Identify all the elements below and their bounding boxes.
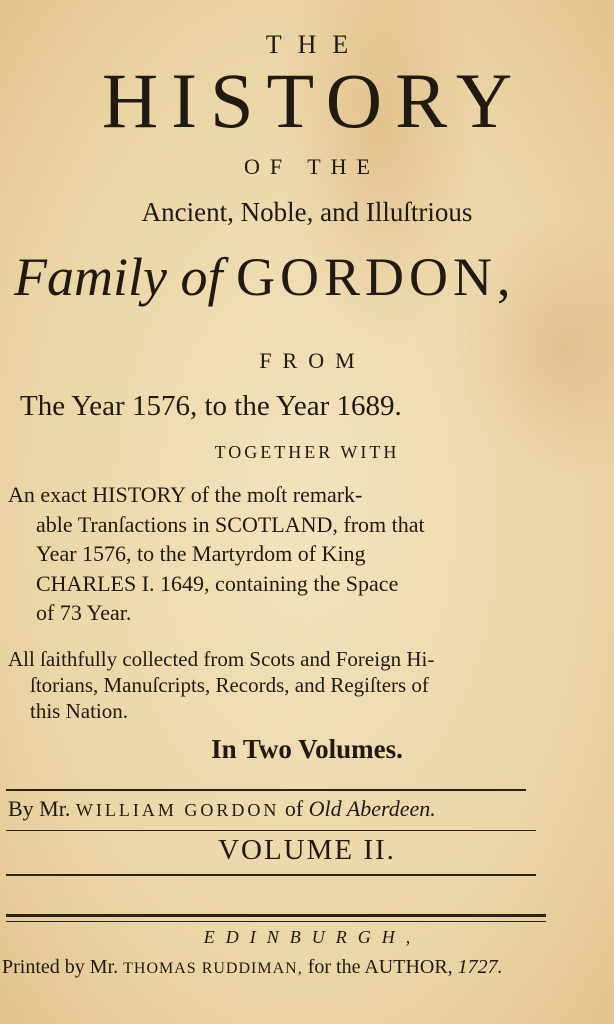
imprint-printer-prefix: Printed by Mr.: [2, 956, 119, 978]
title-the: THE: [265, 30, 365, 59]
title-ancient-noble: Ancient, Noble, and Illuſtrious: [141, 197, 473, 227]
title-family-line: [14, 247, 516, 307]
imprint-year: 1727.: [457, 956, 503, 978]
sources-line: ſtorians, Manuſcripts, Records, and Regiſters of: [30, 673, 429, 697]
title-gordon: GORDON,: [235, 247, 516, 307]
divider-rule: [6, 874, 536, 876]
description-line: able Tranſactions in SCOTLAND, from that: [36, 511, 425, 537]
imprint-city: EDINBURGH,: [203, 927, 422, 947]
sources-line: All ſaithfully collected from Scots and Foreign Hi-: [8, 647, 435, 671]
byline-prefix: By Mr.: [8, 796, 71, 821]
title-from: FROM: [259, 348, 366, 373]
title-years: The Year 1576, to the Year 1689.: [20, 390, 402, 422]
imprint-line: [2, 956, 503, 979]
byline-place: Old Aberdeen.: [308, 796, 436, 821]
sources-line: this Nation.: [30, 699, 128, 723]
sources-paragraph: [8, 646, 434, 724]
volume-number: VOLUME II.: [218, 834, 396, 866]
divider-rule: [6, 830, 536, 831]
imprint-printer: THOMAS RUDDIMAN,: [123, 960, 303, 977]
description-line: of 73 Year.: [36, 600, 132, 625]
byline-of: of: [284, 796, 304, 821]
description-line: CHARLES I. 1649, containing the Space: [36, 570, 399, 596]
in-two-volumes: In Two Volumes.: [211, 734, 403, 764]
description-line: Year 1576, to the Martyrdom of King: [36, 541, 366, 566]
divider-rule: [6, 789, 526, 791]
description-paragraph: [8, 480, 425, 628]
title-family-of: Family of: [14, 247, 223, 307]
description-line: An exact HISTORY of the moſt remark-: [8, 482, 363, 507]
imprint-for: for the AUTHOR,: [307, 956, 453, 978]
byline-author: WILLIAM GORDON: [75, 800, 280, 820]
title-of-the: OF THE: [244, 154, 380, 179]
divider-rule: [6, 914, 546, 917]
together-with: TOGETHER WITH: [214, 442, 400, 462]
divider-rule: [6, 921, 546, 922]
byline: [8, 796, 436, 822]
title-history: HISTORY: [101, 57, 526, 144]
